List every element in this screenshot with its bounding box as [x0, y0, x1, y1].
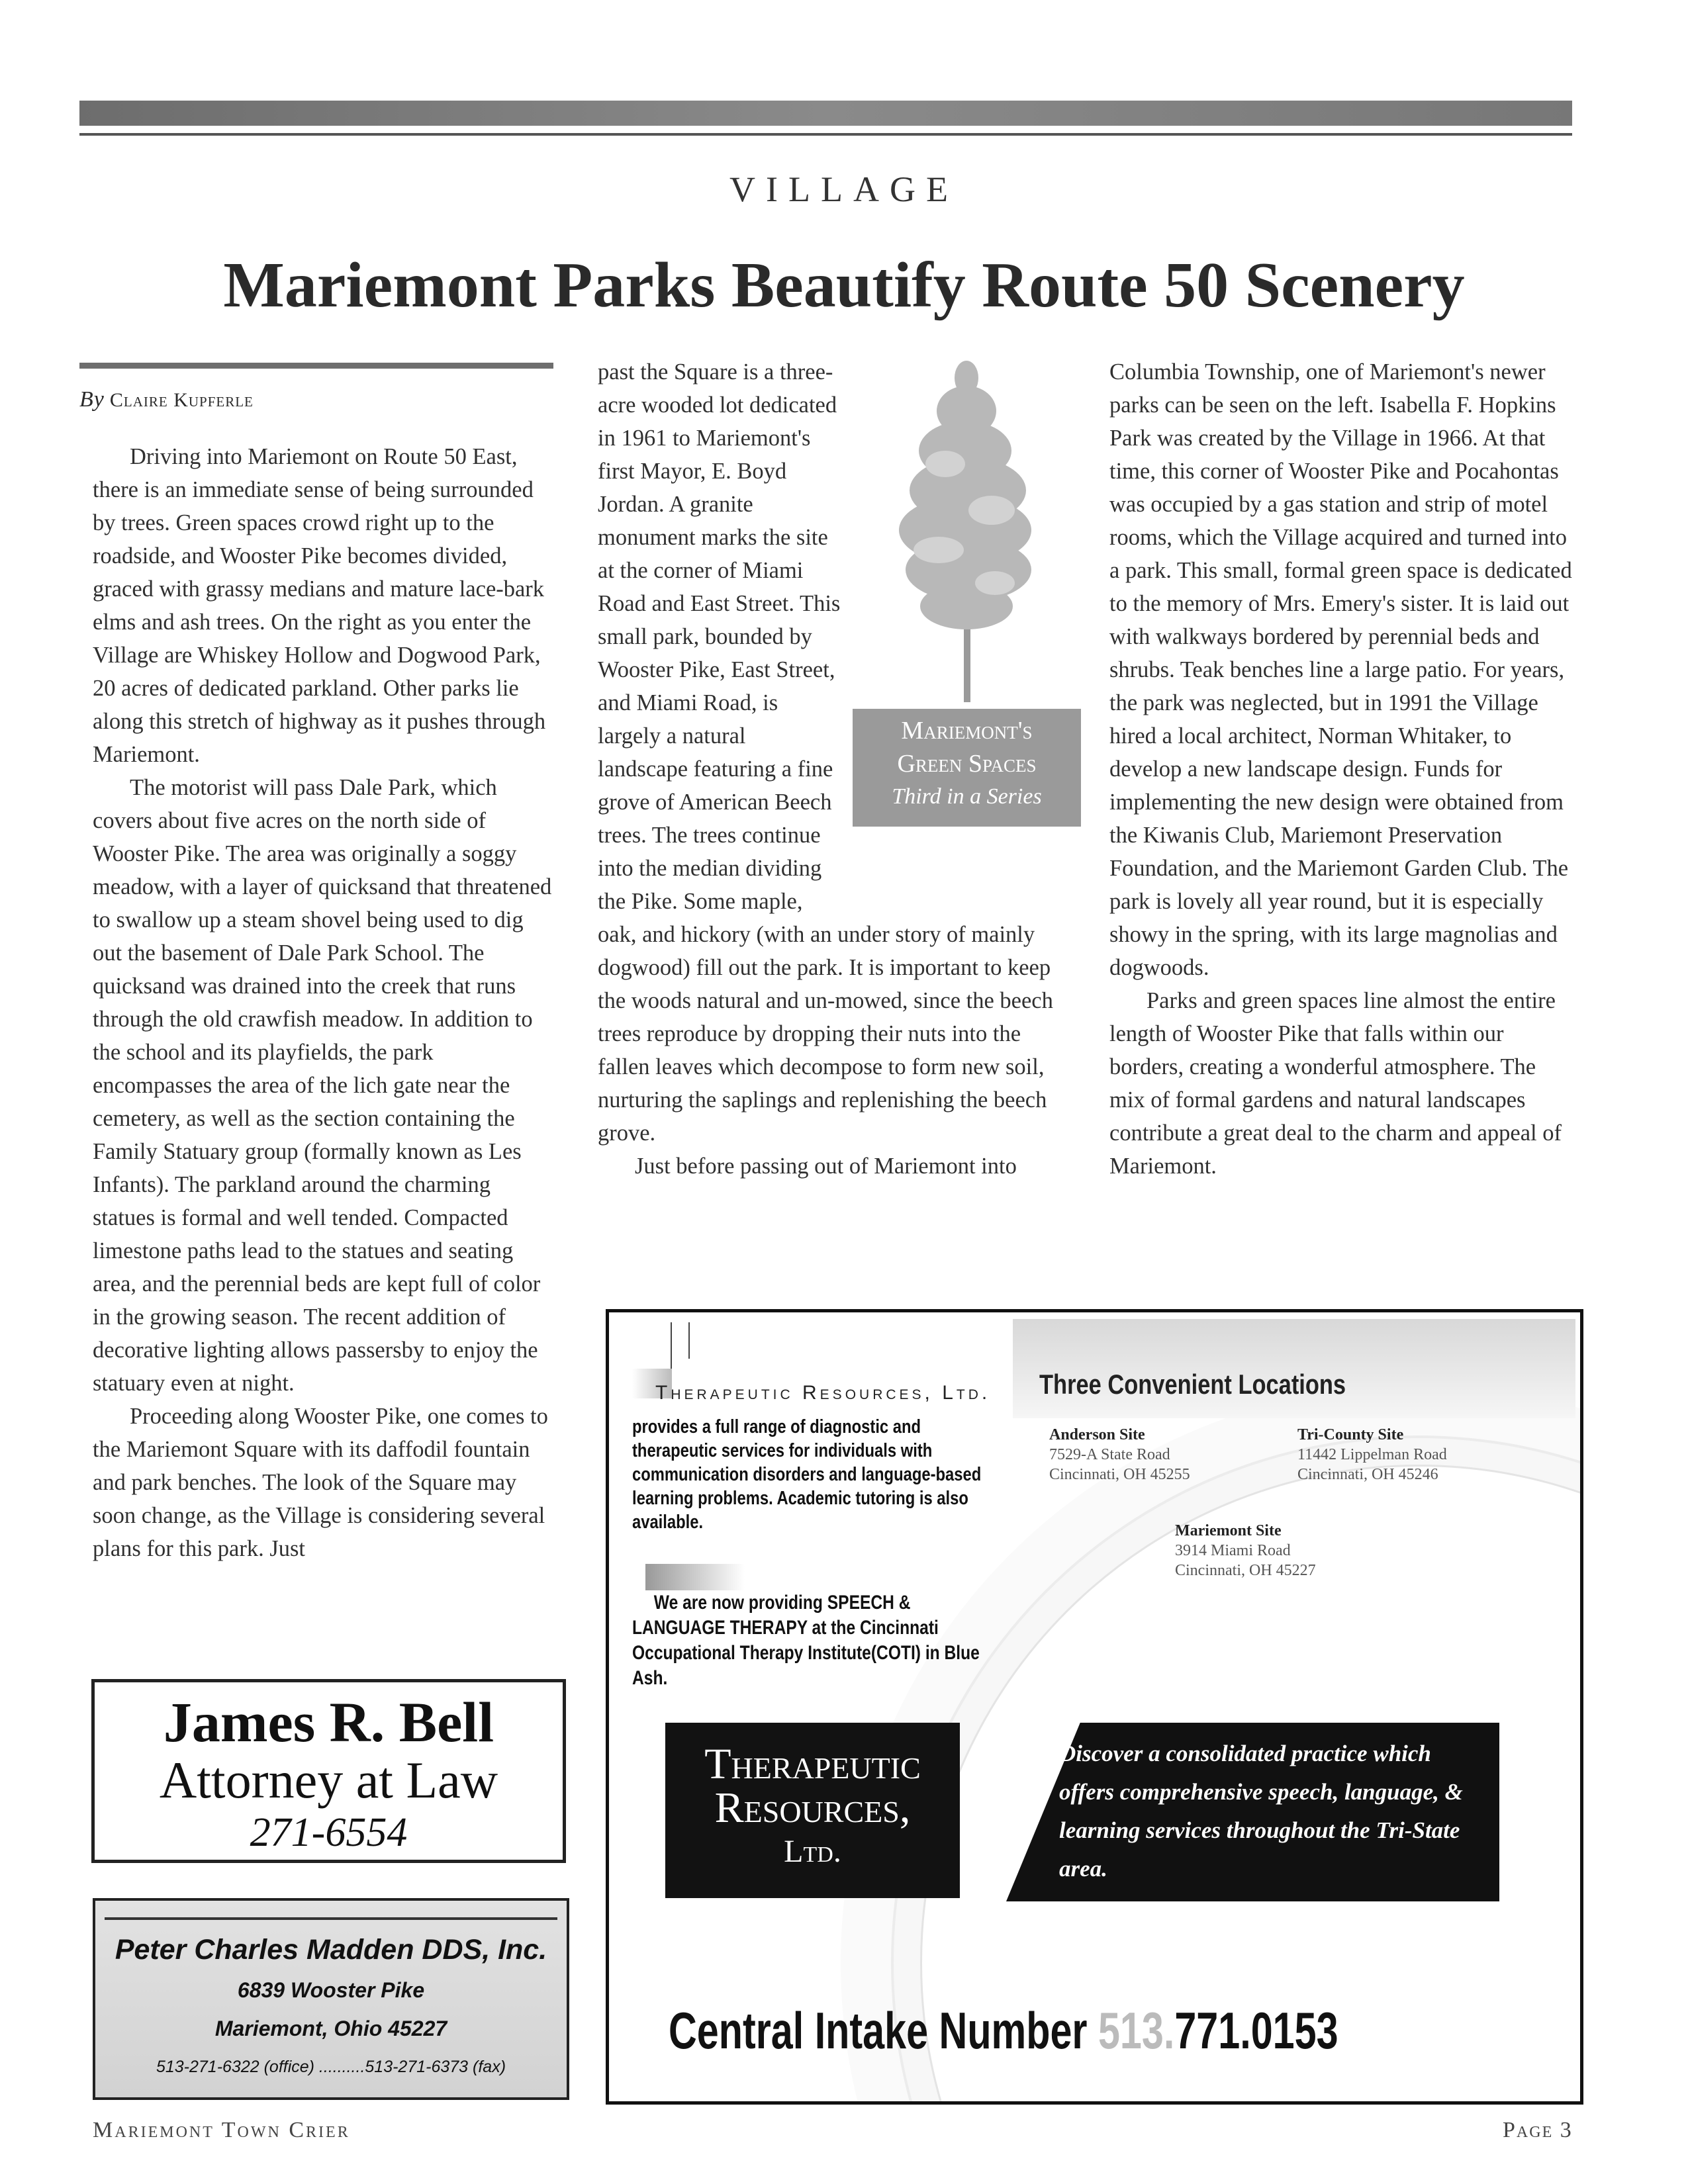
location-tri-county [1297, 1425, 1447, 1484]
ad-news [632, 1590, 1002, 1691]
paragraph: Just before passing out of Mariemont into [635, 1154, 1017, 1179]
location-city: Cincinnati, OH 45246 [1297, 1466, 1438, 1483]
footer-publication: Mariemont Town Crier [93, 2118, 350, 2142]
article-title: Mariemont Parks Beautify Route 50 Scenery [223, 250, 1465, 321]
decorative-line [688, 1322, 690, 1359]
ad-madden-name: Peter Charles Madden DDS, Inc. [115, 1934, 547, 1966]
paragraph: past the Square is a three-acre wooded lot dedicated in 1961 to Mariemont's first Mayor, E. Boyd Jordan. A granite monument marks the site at the corner of Miami Road and East Street. This small park, bounded by Wooster Pike, East Street, and Miami Road, is largely a natural landscape featuring a fine grove of American Beech trees. The trees continue into the median dividing the Pike. Some maple, oak, and hickory (with an under story of mainly dogwood) fill out the park. It is important to keep the woods natural and un-mowed, since the beech trees reproduce by dropping their nuts into the fallen leaves which decompose to form new soil, nurturing the saplings and replenishing the beech grove. [598, 359, 1053, 1146]
paragraph: Proceeding along Wooster Pike, one comes to the Mariemont Square with its daffodil fountain and park benches. The look of the Square may soon change, as the Village is considering several plans for this park. Just [93, 1404, 548, 1561]
location-mariemont [1175, 1521, 1316, 1580]
location-city: Cincinnati, OH 45227 [1175, 1562, 1316, 1579]
tree-icon [853, 358, 1081, 702]
ad-bell-name: James R. Bell [163, 1690, 494, 1754]
location-name: Mariemont Site [1175, 1522, 1282, 1539]
ad-tagline: Discover a consolidated practice which offers comprehensive speech, language, & learning services throughout the Tri-State area. [1059, 1741, 1463, 1882]
byline-rule [79, 363, 553, 369]
paragraph: Driving into Mariemont on Route 50 East, there is an immediate sense of being surrounded by trees. Green spaces crowd right up to the roadside, and Wooster Pike becomes divided, graced with grassy medians and mature lace-bark elms and ash trees. On the right as you enter the Village are Whiskey Hollow and Dogwood Park, 20 acres of dedicated parkland. Other parks lie along this stretch of highway as it pushes through Mariemont. [93, 444, 546, 767]
article-column-2 [598, 355, 1071, 1183]
ad-madden-rule [105, 1917, 557, 1920]
header-rule [79, 133, 1572, 136]
location-anderson [1049, 1425, 1190, 1484]
byline-prefix: By [79, 387, 105, 412]
ad-bell-phone: 271-6554 [250, 1810, 408, 1855]
intake-number: 771.0153 [1174, 2001, 1338, 2060]
therapeutic-logo [665, 1723, 960, 1898]
location-name: Tri-County Site [1297, 1426, 1404, 1443]
paragraph: The motorist will pass Dale Park, which covers about five acres on the north side of Wooster Pike. The area was originally a soggy meadow, with a layer of quicksand that threatened to swallow up a steam shovel being used to dig out the basement of Dale Park School. The quicksand was drained into the creek that runs through the old crawfish meadow. In addition to the school and its playfields, the park encompasses the area of the lich gate near the cemetery, as well as the section containing the Family Statuary group (formally known as Les Infants). The parkland around the charming statues is formal and well tended. Compacted limestone paths lead to the statues and seating area, and the perennial beds are kept full of color in the growing season. The recent addition of decorative lighting allows passersby to enjoy the statuary even at night. [93, 775, 552, 1396]
series-line-3: Third in a Series [892, 784, 1042, 809]
article-column-3 [1109, 355, 1576, 1183]
section-label: VILLAGE [729, 169, 959, 209]
location-name: Anderson Site [1049, 1426, 1145, 1443]
location-street: 7529-A State Road [1049, 1446, 1170, 1463]
location-city: Cincinnati, OH 45255 [1049, 1466, 1190, 1483]
series-graphic [853, 358, 1081, 887]
ad-brand: Therapeutic Resources, Ltd. [655, 1382, 991, 1404]
byline-author: Claire Kupferle [109, 389, 254, 411]
locations-title: Three Convenient Locations [1039, 1369, 1346, 1400]
logo-line-3: Ltd. [784, 1834, 841, 1869]
central-intake [669, 2001, 1338, 2061]
decorative-gradient [645, 1564, 745, 1590]
paragraph: Parks and green spaces line almost the entire length of Wooster Pike that falls within our borders, creating a wonderful atmosphere. The mix of formal gardens and natural landscapes contribute a great deal to the charm and appeal of Mariemont. [1109, 988, 1562, 1179]
article-column-1 [93, 440, 556, 1565]
paragraph: Columbia Township, one of Mariemont's newer parks can be seen on the left. Isabella F. Hopkins Park was created by the Village in 1966. At that time, this corner of Wooster Pike and Pocahontas was occupied by a gas station and strip of motel rooms, which the Village acquired and turned into a park. This small, formal green space is dedicated to the memory of Mrs. Emery's sister. It is laid out with walkways bordered by perennial beds and shrubs. Teak benches line a large patio. For years, the park was neglected, but in 1991 the Village hired a local architect, Norman Whitaker, to develop a new landscape design. Funds for implementing the new design were obtained from the Kiwanis Club, Mariemont Preservation Foundation, and the Mariemont Garden Club. The park is lovely all year round, but it is especially showy in the spring, with its large magnolias and dogwoods. [1109, 359, 1572, 980]
byline [79, 387, 254, 412]
ad-madden-street: 6839 Wooster Pike [237, 1978, 425, 2002]
header-bar [79, 101, 1572, 126]
location-street: 3914 Miami Road [1175, 1542, 1291, 1559]
intake-number-prefix: 513. [1098, 2001, 1175, 2060]
intake-label: Central Intake Number [669, 2001, 1088, 2060]
ad-madden-phones: 513-271-6322 (office) ..........513-271-6373 (fax) [156, 2058, 506, 2076]
location-street: 11442 Lippelman Road [1297, 1446, 1447, 1463]
ad-description: provides a full range of diagnostic and therapeutic services for individuals with communication disorders and language-based learning problems. Academic tutoring is also available. [632, 1416, 982, 1533]
ad-therapeutic-resources [606, 1309, 1583, 2105]
series-line-1: Mariemont's [901, 717, 1033, 745]
ad-madden-dds [93, 1898, 569, 2100]
series-caption [853, 709, 1081, 827]
logo-line-1: Therapeutic [704, 1740, 921, 1788]
footer-page-number: Page 3 [1503, 2118, 1573, 2142]
ad-madden-city: Mariemont, Ohio 45227 [214, 2017, 447, 2040]
series-line-2: Green Spaces [897, 750, 1037, 778]
logo-line-2: Resources, [714, 1784, 911, 1832]
ad-bell-title: Attorney at Law [159, 1751, 498, 1809]
ad-news-text: We are now providing SPEECH & LANGUAGE THERAPY at the Cincinnati Occupational Therapy Institute(COTI) in Blue Ash. [632, 1592, 980, 1689]
ad-bell-attorney [91, 1679, 566, 1863]
